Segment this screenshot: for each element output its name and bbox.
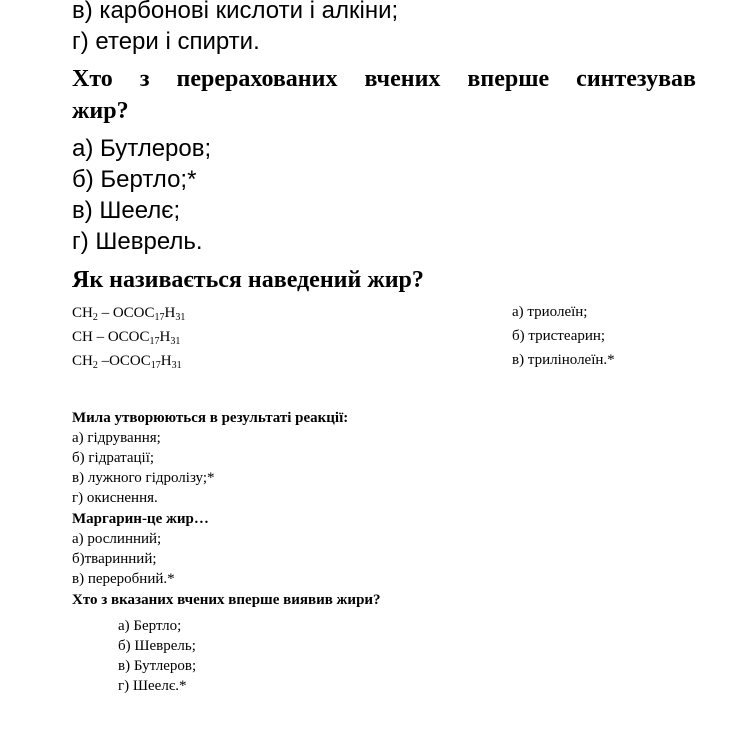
option-line: в) карбонові кислоти і алкіни; [72, 0, 399, 24]
option-line: г) Шеврель. [72, 228, 203, 255]
option-line: г) етери і спирти. [72, 28, 260, 55]
option-line: а) триолеїн; [512, 304, 588, 320]
option-line: в) лужного гідролізу;* [72, 470, 215, 486]
option-line: б)тваринний; [72, 551, 157, 567]
option-line: б) Бертло;* [72, 166, 197, 193]
option-line: г) окиснення. [72, 490, 158, 506]
formula-line: $CH_2$ – $OCOC_{17}H_{31}$ [72, 305, 186, 323]
option-line: в) Бутлеров; [118, 658, 197, 674]
option-line: в) переробний.* [72, 571, 175, 587]
option-line: а) рослинний; [72, 531, 162, 547]
option-line: б) гідратації; [72, 450, 155, 466]
question-title [72, 63, 696, 127]
option-line: б) Шеврель; [118, 638, 196, 654]
formula-line: CH – $OCOC_{17}H_{31}$ [72, 329, 181, 347]
question-title-line: жир? [72, 98, 129, 124]
question-title: Хто з вказаних вчених вперше виявив жири? [72, 592, 381, 608]
option-line: г) Шеелє.* [118, 678, 187, 694]
option-line: а) гідрування; [72, 430, 161, 446]
question-title: Маргарин-це жир… [72, 511, 209, 527]
formula-line: $CH_2$ $-OCOC_{17}H_{31}$ [72, 353, 182, 371]
question-title-line: Хто з перерахованих вчених вперше синтезував [72, 66, 696, 92]
option-line: а) Бутлеров; [72, 135, 212, 162]
question-title: Як називається наведений жир? [72, 267, 424, 293]
option-line: в) Шеелє; [72, 197, 181, 224]
option-line: б) тристеарин; [512, 328, 606, 344]
option-line: а) Бертло; [118, 618, 182, 634]
question-title: Мила утворюються в результаті реакції: [72, 410, 349, 426]
option-line: в) трилінолеїн.* [512, 352, 615, 368]
